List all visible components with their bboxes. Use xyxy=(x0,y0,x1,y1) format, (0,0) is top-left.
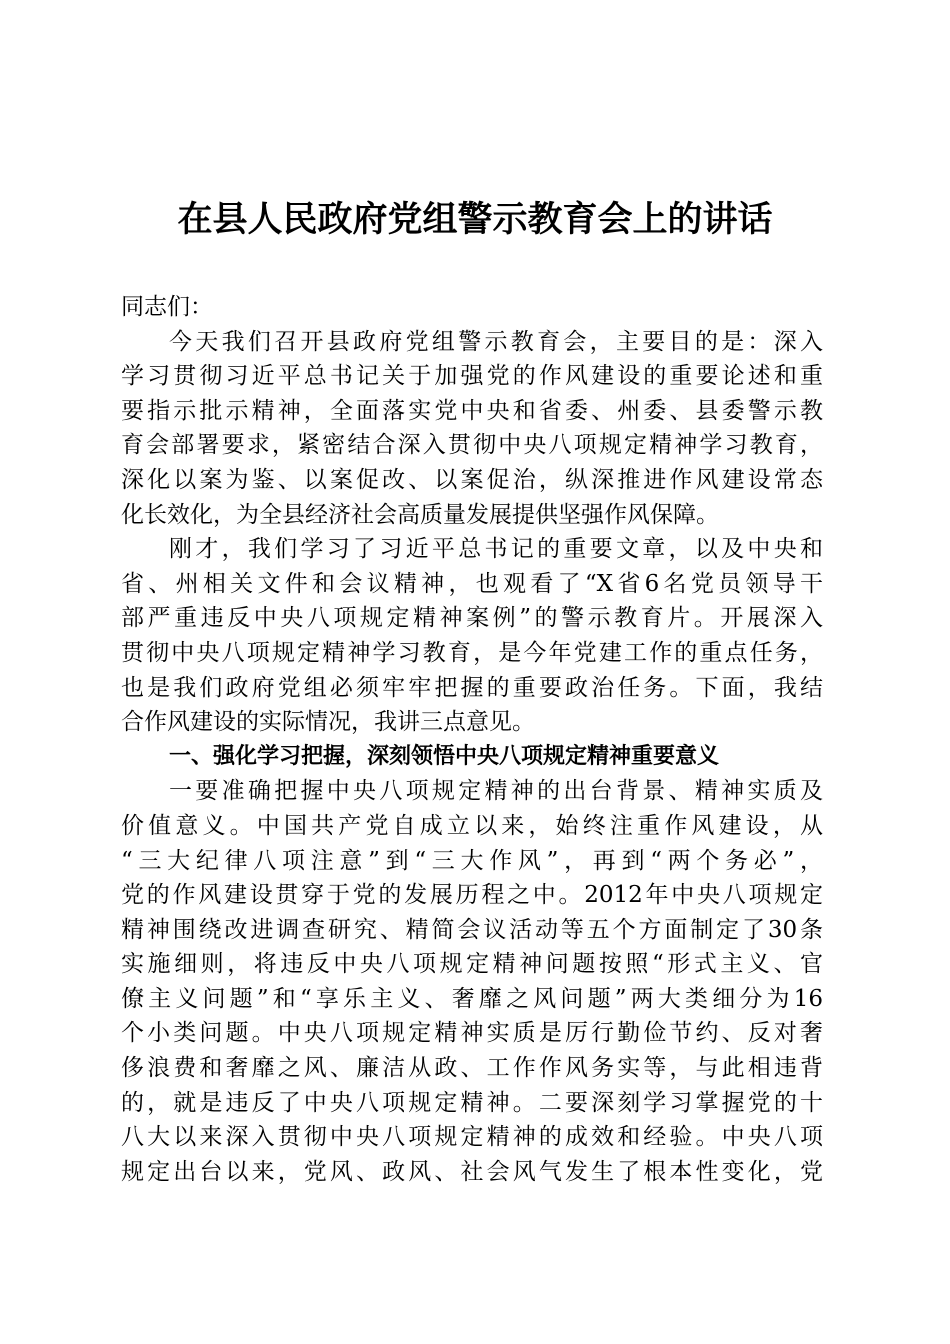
paragraph-line: 化长效化，为全县经济社会高质量发展提供坚强作风保障。 xyxy=(121,501,719,528)
paragraph-line: 也是我们政府党组必须牢牢把握的重要政治任务。下面，我结 xyxy=(121,674,823,701)
paragraph-1 xyxy=(121,325,823,533)
paragraph-line: 合作风建设的实际情况，我讲三点意见。 xyxy=(121,709,535,736)
paragraph-line: 贯彻中央八项规定精神学习教育，是今年党建工作的重点任务， xyxy=(121,639,823,666)
paragraph-line: 的，就是违反了中央八项规定精神。二要深刻学习掌握党的十 xyxy=(121,1089,823,1116)
paragraph-3 xyxy=(121,774,823,1189)
paragraph-line: 学习贯彻习近平总书记关于加强党的作风建设的重要论述和重 xyxy=(121,363,823,390)
paragraph-line: 侈浪费和奢靡之风、廉洁从政、工作作风务实等，与此相违背 xyxy=(121,1055,823,1082)
salutation: 同志们： xyxy=(121,294,213,320)
paragraph-2 xyxy=(121,532,823,740)
paragraph-line: 今天我们召开县政府党组警示教育会，主要目的是：深入 xyxy=(169,328,823,355)
paragraph-line: “三大纪律八项注意”到“三大作风”，再到“两个务必”， xyxy=(121,847,823,874)
paragraph-line: 省、州相关文件和会议精神，也观看了“X省6名党员领导干 xyxy=(121,570,823,597)
paragraph-line: 实施细则，将违反中央八项规定精神问题按照“形式主义、官 xyxy=(121,951,823,978)
paragraph-line: 部严重违反中央八项规定精神案例”的警示教育片。开展深入 xyxy=(121,605,823,632)
paragraph-line: 规定出台以来，党风、政风、社会风气发生了根本性变化，党 xyxy=(121,1158,823,1185)
paragraph-line: 价值意义。中国共产党自成立以来，始终注重作风建设，从 xyxy=(121,812,823,839)
paragraph-line: 党的作风建设贯穿于党的发展历程之中。2012年中央八项规定 xyxy=(121,882,823,909)
paragraph-line: 深化以案为鉴、以案促改、以案促治，纵深推进作风建设常态 xyxy=(121,466,823,493)
paragraph-line: 要指示批示精神，全面落实党中央和省委、州委、县委警示教 xyxy=(121,397,823,424)
paragraph-line: 育会部署要求，紧密结合深入贯彻中央八项规定精神学习教育， xyxy=(121,432,823,459)
paragraph-line: 僚主义问题”和“享乐主义、奢靡之风问题”两大类细分为16 xyxy=(121,985,823,1012)
paragraph-line: 精神围绕改进调查研究、精简会议活动等五个方面制定了30条 xyxy=(121,916,823,943)
document-title: 在县人民政府党组警示教育会上的讲话 xyxy=(177,199,773,240)
paragraph-line: 刚才，我们学习了习近平总书记的重要文章，以及中央和 xyxy=(169,536,823,563)
paragraph-line: 一要准确把握中央八项规定精神的出台背景、精神实质及 xyxy=(169,778,823,805)
paragraph-line: 个小类问题。中央八项规定精神实质是厉行勤俭节约、反对奢 xyxy=(121,1020,823,1047)
document-body xyxy=(121,290,823,1189)
paragraph-line: 八大以来深入贯彻中央八项规定精神的成效和经验。中央八项 xyxy=(121,1124,823,1151)
section-heading-1: 一、强化学习把握，深刻领悟中央八项规定精神重要意义 xyxy=(169,743,720,769)
